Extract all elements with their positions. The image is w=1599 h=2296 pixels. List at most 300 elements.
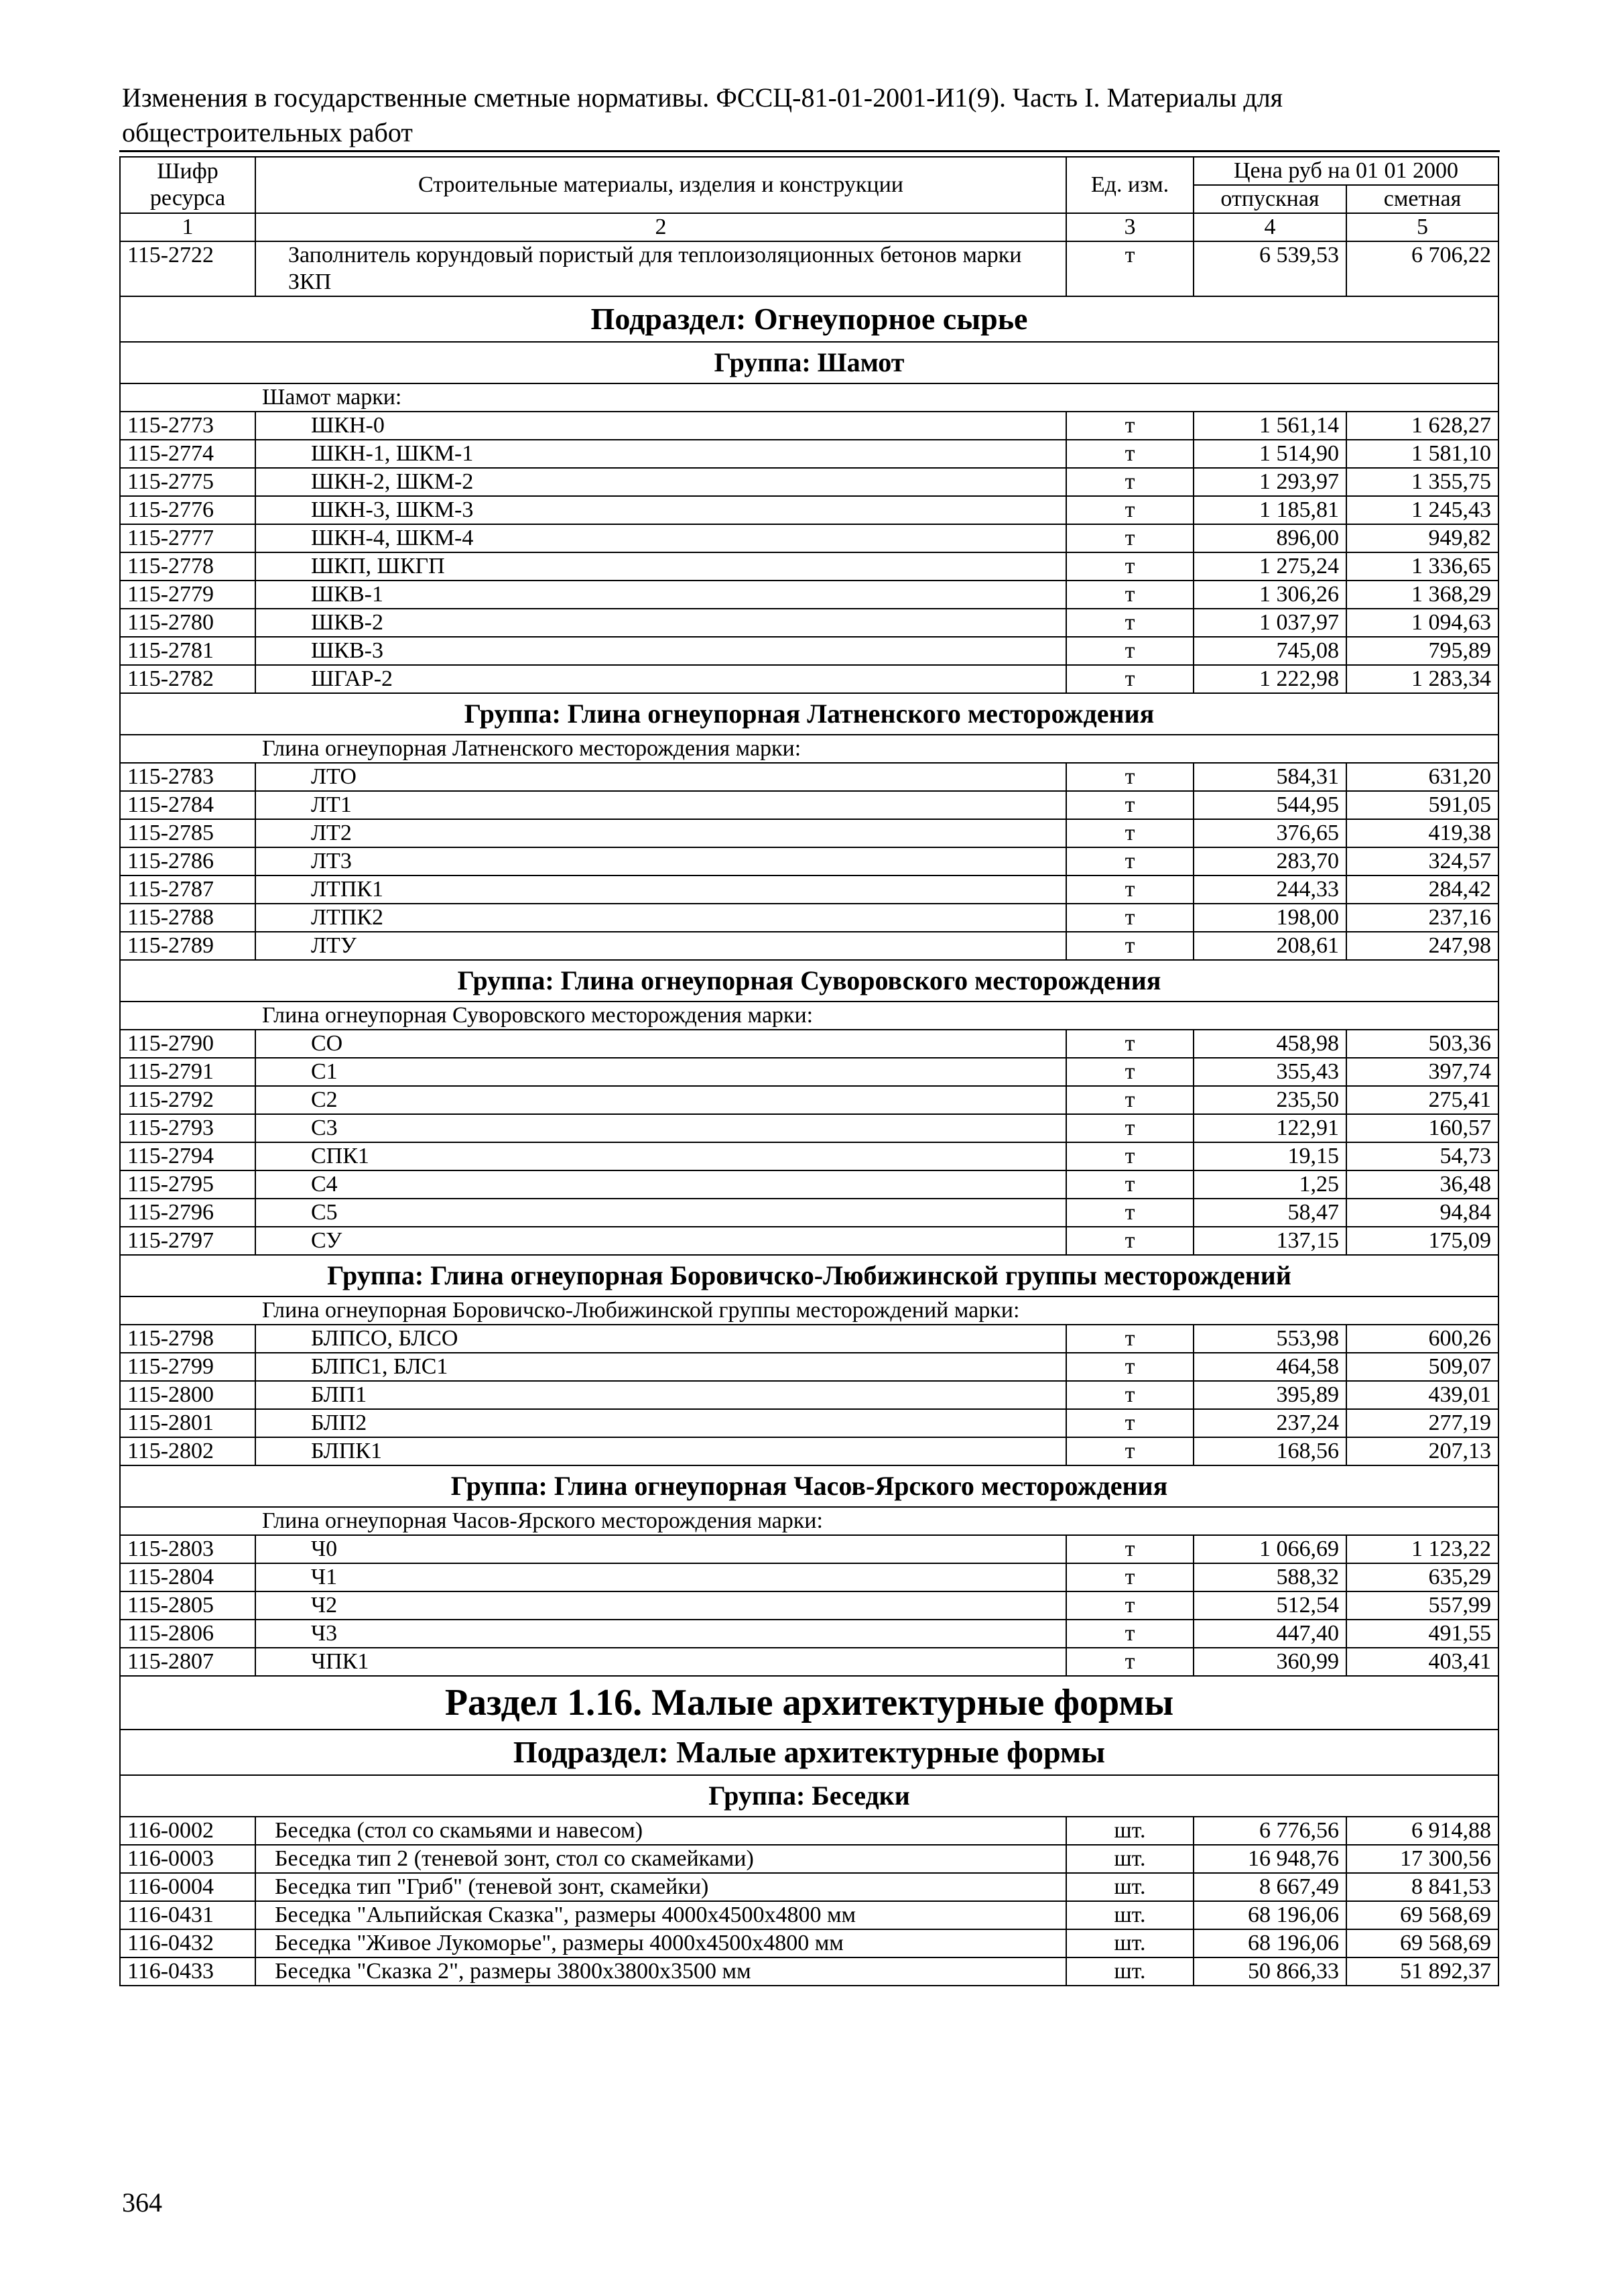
row-estimate-price: 509,07 — [1346, 1353, 1498, 1381]
row-name: ЛТПК1 — [255, 875, 1066, 904]
row-name: С1 — [255, 1058, 1066, 1086]
row-code: 115-2792 — [120, 1086, 255, 1114]
col-price-header: Цена руб на 01 01 2000 — [1194, 157, 1498, 185]
row-code: 115-2795 — [120, 1170, 255, 1199]
row-code: 116-0432 — [120, 1929, 255, 1957]
row-name: ШКВ-3 — [255, 637, 1066, 665]
row-code: 116-0002 — [120, 1817, 255, 1845]
row-unit: шт. — [1066, 1817, 1194, 1845]
row-code: 115-2779 — [120, 581, 255, 609]
row-name: Беседка тип 2 (теневой зонт, стол со скамейками) — [255, 1845, 1066, 1873]
row-release-price: 19,15 — [1194, 1142, 1346, 1170]
col-unit-header: Ед. изм. — [1066, 157, 1194, 213]
table-row — [120, 1929, 1498, 1957]
table-row — [120, 1563, 1498, 1591]
row-code: 115-2776 — [120, 496, 255, 524]
row-release-price: 1 066,69 — [1194, 1535, 1346, 1563]
row-name: ШКВ-2 — [255, 609, 1066, 637]
row-unit: т — [1066, 932, 1194, 960]
row-estimate-price: 949,82 — [1346, 524, 1498, 552]
group-title-row — [120, 693, 1498, 735]
col-number: 5 — [1346, 213, 1498, 241]
row-release-price: 464,58 — [1194, 1353, 1346, 1381]
row-unit: т — [1066, 552, 1194, 581]
row-name: ЛТ1 — [255, 791, 1066, 819]
row-code: 115-2781 — [120, 637, 255, 665]
group-intro: Шамот марки: — [255, 383, 1498, 412]
row-release-price: 1 037,97 — [1194, 609, 1346, 637]
row-name: СО — [255, 1030, 1066, 1058]
row-release-price: 50 866,33 — [1194, 1957, 1346, 1986]
table-row — [120, 763, 1498, 791]
row-code: 115-2773 — [120, 412, 255, 440]
row-release-price: 283,70 — [1194, 847, 1346, 875]
group-title: Группа: Шамот — [120, 342, 1498, 383]
table-row — [120, 932, 1498, 960]
table-row — [120, 1227, 1498, 1255]
row-estimate-price: 237,16 — [1346, 904, 1498, 932]
row-name: ШКН-3, ШКМ-3 — [255, 496, 1066, 524]
table-row — [120, 1199, 1498, 1227]
row-release-price: 584,31 — [1194, 763, 1346, 791]
row-unit: т — [1066, 904, 1194, 932]
row-unit: т — [1066, 1325, 1194, 1353]
row-unit: т — [1066, 1437, 1194, 1465]
row-estimate-price: 439,01 — [1346, 1381, 1498, 1409]
row-name: БЛП2 — [255, 1409, 1066, 1437]
row-unit: т — [1066, 496, 1194, 524]
row-code: 115-2798 — [120, 1325, 255, 1353]
row-estimate-price: 6 706,22 — [1346, 241, 1498, 296]
subsection-title: Подраздел: Малые архитектурные формы — [120, 1730, 1498, 1775]
group-title: Группа: Глина огнеупорная Латненского месторождения — [120, 693, 1498, 735]
row-code: 115-2794 — [120, 1142, 255, 1170]
row-release-price: 1 306,26 — [1194, 581, 1346, 609]
row-release-price: 512,54 — [1194, 1591, 1346, 1620]
row-estimate-price: 1 628,27 — [1346, 412, 1498, 440]
row-unit: т — [1066, 1563, 1194, 1591]
row-estimate-price: 795,89 — [1346, 637, 1498, 665]
table-row — [120, 1325, 1498, 1353]
row-estimate-price: 1 283,34 — [1346, 665, 1498, 693]
row-estimate-price: 277,19 — [1346, 1409, 1498, 1437]
row-estimate-price: 1 245,43 — [1346, 496, 1498, 524]
row-name: Беседка "Альпийская Сказка", размеры 4000х4500х4800 мм — [255, 1901, 1066, 1929]
col-code-header: Шифр ресурса — [120, 157, 255, 213]
row-unit: т — [1066, 1199, 1194, 1227]
row-release-price: 1 293,97 — [1194, 468, 1346, 496]
row-estimate-price: 69 568,69 — [1346, 1929, 1498, 1957]
intro-spacer — [120, 735, 255, 763]
row-unit: т — [1066, 1535, 1194, 1563]
row-unit: шт. — [1066, 1845, 1194, 1873]
row-name: ЛТО — [255, 763, 1066, 791]
table-row — [120, 524, 1498, 552]
row-release-price: 68 196,06 — [1194, 1929, 1346, 1957]
row-code: 115-2786 — [120, 847, 255, 875]
row-code: 115-2784 — [120, 791, 255, 819]
table-row — [120, 496, 1498, 524]
row-code: 115-2800 — [120, 1381, 255, 1409]
row-unit: т — [1066, 1086, 1194, 1114]
row-name: С3 — [255, 1114, 1066, 1142]
table-row — [120, 1086, 1498, 1114]
row-name: БЛПК1 — [255, 1437, 1066, 1465]
row-code: 116-0433 — [120, 1957, 255, 1986]
row-name: Беседка тип "Гриб" (теневой зонт, скамейки) — [255, 1873, 1066, 1901]
table-row — [120, 1535, 1498, 1563]
row-estimate-price: 503,36 — [1346, 1030, 1498, 1058]
row-unit: т — [1066, 1353, 1194, 1381]
row-code: 115-2782 — [120, 665, 255, 693]
row-name: ШКП, ШКГП — [255, 552, 1066, 581]
table-row — [120, 1381, 1498, 1409]
row-unit: т — [1066, 1170, 1194, 1199]
row-unit: т — [1066, 791, 1194, 819]
col-estimate-header: сметная — [1346, 185, 1498, 213]
row-release-price: 1 561,14 — [1194, 412, 1346, 440]
row-estimate-price: 69 568,69 — [1346, 1901, 1498, 1929]
row-name: СПК1 — [255, 1142, 1066, 1170]
row-code: 115-2774 — [120, 440, 255, 468]
row-release-price: 198,00 — [1194, 904, 1346, 932]
table-row — [120, 637, 1498, 665]
row-estimate-price: 207,13 — [1346, 1437, 1498, 1465]
row-release-price: 68 196,06 — [1194, 1901, 1346, 1929]
row-unit: т — [1066, 524, 1194, 552]
col-number: 1 — [120, 213, 255, 241]
row-release-price: 6 776,56 — [1194, 1817, 1346, 1845]
row-code: 115-2793 — [120, 1114, 255, 1142]
row-unit: т — [1066, 1591, 1194, 1620]
row-code: 115-2797 — [120, 1227, 255, 1255]
row-unit: т — [1066, 468, 1194, 496]
table-row — [120, 1142, 1498, 1170]
row-estimate-price: 1 355,75 — [1346, 468, 1498, 496]
row-release-price: 8 667,49 — [1194, 1873, 1346, 1901]
row-name: ШКН-2, ШКМ-2 — [255, 468, 1066, 496]
row-estimate-price: 284,42 — [1346, 875, 1498, 904]
row-release-price: 395,89 — [1194, 1381, 1346, 1409]
table-row — [120, 904, 1498, 932]
section-title: Раздел 1.16. Малые архитектурные формы — [120, 1676, 1498, 1730]
row-code: 115-2775 — [120, 468, 255, 496]
row-unit: т — [1066, 819, 1194, 847]
row-release-price: 588,32 — [1194, 1563, 1346, 1591]
row-release-price: 122,91 — [1194, 1114, 1346, 1142]
row-name: БЛПСО, БЛСО — [255, 1325, 1066, 1353]
col-release-header: отпускная — [1194, 185, 1346, 213]
row-estimate-price: 491,55 — [1346, 1620, 1498, 1648]
row-release-price: 1 185,81 — [1194, 496, 1346, 524]
row-release-price: 447,40 — [1194, 1620, 1346, 1648]
table-row — [120, 1170, 1498, 1199]
table-row — [120, 609, 1498, 637]
group-intro-row — [120, 1002, 1498, 1030]
price-table — [119, 156, 1499, 1986]
row-code: 115-2789 — [120, 932, 255, 960]
row-unit: т — [1066, 440, 1194, 468]
row-name: СУ — [255, 1227, 1066, 1255]
row-estimate-price: 54,73 — [1346, 1142, 1498, 1170]
table-row — [120, 665, 1498, 693]
table-header-row — [120, 157, 1498, 185]
row-release-price: 235,50 — [1194, 1086, 1346, 1114]
table-row — [120, 1058, 1498, 1086]
row-name: ШКН-4, ШКМ-4 — [255, 524, 1066, 552]
group-intro-row — [120, 1296, 1498, 1325]
row-unit: т — [1066, 1227, 1194, 1255]
table-row — [120, 819, 1498, 847]
table-row — [120, 1957, 1498, 1986]
table-row — [120, 241, 1498, 296]
row-estimate-price: 557,99 — [1346, 1591, 1498, 1620]
table-row — [120, 847, 1498, 875]
group-title-row — [120, 1255, 1498, 1296]
group-intro-row — [120, 735, 1498, 763]
row-estimate-price: 160,57 — [1346, 1114, 1498, 1142]
row-code: 115-2788 — [120, 904, 255, 932]
row-unit: т — [1066, 1381, 1194, 1409]
group-title-row — [120, 1465, 1498, 1507]
row-name: БЛПС1, БЛС1 — [255, 1353, 1066, 1381]
group-title: Группа: Глина огнеупорная Суворовского месторождения — [120, 960, 1498, 1002]
row-name: С2 — [255, 1086, 1066, 1114]
row-code: 115-2796 — [120, 1199, 255, 1227]
row-estimate-price: 397,74 — [1346, 1058, 1498, 1086]
row-code: 115-2804 — [120, 1563, 255, 1591]
row-name: ЛТПК2 — [255, 904, 1066, 932]
row-release-price: 553,98 — [1194, 1325, 1346, 1353]
row-unit: т — [1066, 1030, 1194, 1058]
row-code: 116-0003 — [120, 1845, 255, 1873]
row-estimate-price: 1 336,65 — [1346, 552, 1498, 581]
row-estimate-price: 8 841,53 — [1346, 1873, 1498, 1901]
intro-spacer — [120, 383, 255, 412]
row-name: Ч2 — [255, 1591, 1066, 1620]
row-release-price: 208,61 — [1194, 932, 1346, 960]
row-release-price: 1 514,90 — [1194, 440, 1346, 468]
row-code: 115-2802 — [120, 1437, 255, 1465]
intro-spacer — [120, 1296, 255, 1325]
group-title: Группа: Беседки — [120, 1775, 1498, 1817]
row-release-price: 244,33 — [1194, 875, 1346, 904]
row-release-price: 896,00 — [1194, 524, 1346, 552]
row-release-price: 6 539,53 — [1194, 241, 1346, 296]
row-release-price: 58,47 — [1194, 1199, 1346, 1227]
group-intro: Глина огнеупорная Латненского месторождения марки: — [255, 735, 1498, 763]
row-code: 115-2791 — [120, 1058, 255, 1086]
row-name: ЛТ3 — [255, 847, 1066, 875]
table-row — [120, 791, 1498, 819]
row-release-price: 237,24 — [1194, 1409, 1346, 1437]
row-name: ШГАР-2 — [255, 665, 1066, 693]
page-number: 364 — [122, 2187, 162, 2218]
row-name: Ч1 — [255, 1563, 1066, 1591]
row-release-price: 376,65 — [1194, 819, 1346, 847]
row-release-price: 745,08 — [1194, 637, 1346, 665]
row-unit: т — [1066, 637, 1194, 665]
row-estimate-price: 403,41 — [1346, 1648, 1498, 1676]
row-unit: т — [1066, 1409, 1194, 1437]
group-intro-row — [120, 1507, 1498, 1535]
row-release-price: 544,95 — [1194, 791, 1346, 819]
table-row — [120, 1901, 1498, 1929]
row-name: ЛТ2 — [255, 819, 1066, 847]
row-estimate-price: 324,57 — [1346, 847, 1498, 875]
col-number: 2 — [255, 213, 1066, 241]
group-intro: Глина огнеупорная Суворовского месторождения марки: — [255, 1002, 1498, 1030]
row-code: 115-2806 — [120, 1620, 255, 1648]
row-name: Беседка "Живое Лукоморье", размеры 4000х4500х4800 мм — [255, 1929, 1066, 1957]
table-row — [120, 1591, 1498, 1620]
row-name: БЛП1 — [255, 1381, 1066, 1409]
row-code: 115-2722 — [120, 241, 255, 296]
row-code: 115-2803 — [120, 1535, 255, 1563]
row-name: ЧПК1 — [255, 1648, 1066, 1676]
row-code: 115-2801 — [120, 1409, 255, 1437]
intro-spacer — [120, 1002, 255, 1030]
table-row — [120, 875, 1498, 904]
row-code: 115-2780 — [120, 609, 255, 637]
row-estimate-price: 419,38 — [1346, 819, 1498, 847]
subsection-title: Подраздел: Огнеупорное сырье — [120, 296, 1498, 342]
row-unit: т — [1066, 412, 1194, 440]
row-estimate-price: 1 368,29 — [1346, 581, 1498, 609]
row-code: 115-2787 — [120, 875, 255, 904]
table-row — [120, 1845, 1498, 1873]
row-estimate-price: 94,84 — [1346, 1199, 1498, 1227]
row-name: ЛТУ — [255, 932, 1066, 960]
group-title-row — [120, 342, 1498, 383]
row-name: Ч3 — [255, 1620, 1066, 1648]
row-unit: т — [1066, 1114, 1194, 1142]
row-estimate-price: 17 300,56 — [1346, 1845, 1498, 1873]
table-row — [120, 1620, 1498, 1648]
group-title-row — [120, 960, 1498, 1002]
table-row — [120, 412, 1498, 440]
group-title: Группа: Глина огнеупорная Боровичско-Любижинской группы месторождений — [120, 1255, 1498, 1296]
row-estimate-price: 36,48 — [1346, 1170, 1498, 1199]
table-row — [120, 1409, 1498, 1437]
row-estimate-price: 591,05 — [1346, 791, 1498, 819]
row-code: 116-0431 — [120, 1901, 255, 1929]
row-code: 115-2783 — [120, 763, 255, 791]
group-title: Группа: Глина огнеупорная Часов-Ярского месторождения — [120, 1465, 1498, 1507]
row-release-price: 360,99 — [1194, 1648, 1346, 1676]
section-title-row — [120, 1676, 1498, 1730]
table-row — [120, 1437, 1498, 1465]
col-number: 4 — [1194, 213, 1346, 241]
row-unit: т — [1066, 875, 1194, 904]
row-code: 115-2778 — [120, 552, 255, 581]
row-unit: т — [1066, 241, 1194, 296]
table-row — [120, 1873, 1498, 1901]
row-estimate-price: 1 123,22 — [1346, 1535, 1498, 1563]
group-intro: Глина огнеупорная Боровичско-Любижинской группы месторождений марки: — [255, 1296, 1498, 1325]
table-row — [120, 1648, 1498, 1676]
row-code: 115-2805 — [120, 1591, 255, 1620]
row-estimate-price: 275,41 — [1346, 1086, 1498, 1114]
row-unit: т — [1066, 847, 1194, 875]
col-name-header: Строительные материалы, изделия и конструкции — [255, 157, 1066, 213]
row-estimate-price: 631,20 — [1346, 763, 1498, 791]
row-code: 115-2777 — [120, 524, 255, 552]
row-release-price: 1 275,24 — [1194, 552, 1346, 581]
table-row — [120, 1817, 1498, 1845]
row-code: 115-2785 — [120, 819, 255, 847]
header-rule — [119, 150, 1500, 152]
row-name: Беседка "Сказка 2", размеры 3800х3800х3500 мм — [255, 1957, 1066, 1986]
group-title-row — [120, 1775, 1498, 1817]
row-unit: шт. — [1066, 1929, 1194, 1957]
row-name: С5 — [255, 1199, 1066, 1227]
row-name: Заполнитель корундовый пористый для теплоизоляционных бетонов марки ЗКП — [255, 241, 1066, 296]
table-row — [120, 552, 1498, 581]
row-unit: т — [1066, 763, 1194, 791]
row-code: 116-0004 — [120, 1873, 255, 1901]
row-release-price: 137,15 — [1194, 1227, 1346, 1255]
row-estimate-price: 635,29 — [1346, 1563, 1498, 1591]
row-name: Ч0 — [255, 1535, 1066, 1563]
row-unit: т — [1066, 1058, 1194, 1086]
table-row — [120, 581, 1498, 609]
row-release-price: 458,98 — [1194, 1030, 1346, 1058]
row-name: С4 — [255, 1170, 1066, 1199]
row-name: ШКВ-1 — [255, 581, 1066, 609]
row-unit: т — [1066, 665, 1194, 693]
row-name: ШКН-0 — [255, 412, 1066, 440]
row-code: 115-2790 — [120, 1030, 255, 1058]
column-number-row — [120, 213, 1498, 241]
page-header: Изменения в государственные сметные нормативы. ФССЦ-81-01-2001-И1(9). Часть I. Материалы для общестроительных работ — [122, 82, 1283, 147]
table-row — [120, 1353, 1498, 1381]
row-estimate-price: 175,09 — [1346, 1227, 1498, 1255]
subsection-row — [120, 296, 1498, 342]
row-release-price: 168,56 — [1194, 1437, 1346, 1465]
row-name: Беседка (стол со скамьями и навесом) — [255, 1817, 1066, 1845]
row-unit: т — [1066, 581, 1194, 609]
row-release-price: 1,25 — [1194, 1170, 1346, 1199]
group-intro: Глина огнеупорная Часов-Ярского месторождения марки: — [255, 1507, 1498, 1535]
row-estimate-price: 6 914,88 — [1346, 1817, 1498, 1845]
subsection-title-row — [120, 1730, 1498, 1775]
intro-spacer — [120, 1507, 255, 1535]
row-estimate-price: 51 892,37 — [1346, 1957, 1498, 1986]
row-unit: шт. — [1066, 1873, 1194, 1901]
row-unit: т — [1066, 1620, 1194, 1648]
table-row — [120, 440, 1498, 468]
row-release-price: 1 222,98 — [1194, 665, 1346, 693]
row-release-price: 16 948,76 — [1194, 1845, 1346, 1873]
row-release-price: 355,43 — [1194, 1058, 1346, 1086]
row-unit: т — [1066, 1648, 1194, 1676]
row-unit: шт. — [1066, 1901, 1194, 1929]
row-code: 115-2799 — [120, 1353, 255, 1381]
row-unit: т — [1066, 1142, 1194, 1170]
row-estimate-price: 1 581,10 — [1346, 440, 1498, 468]
table-row — [120, 468, 1498, 496]
row-estimate-price: 600,26 — [1346, 1325, 1498, 1353]
table-row — [120, 1030, 1498, 1058]
col-number: 3 — [1066, 213, 1194, 241]
table-row — [120, 1114, 1498, 1142]
row-code: 115-2807 — [120, 1648, 255, 1676]
row-estimate-price: 247,98 — [1346, 932, 1498, 960]
row-estimate-price: 1 094,63 — [1346, 609, 1498, 637]
group-intro-row — [120, 383, 1498, 412]
row-unit: шт. — [1066, 1957, 1194, 1986]
